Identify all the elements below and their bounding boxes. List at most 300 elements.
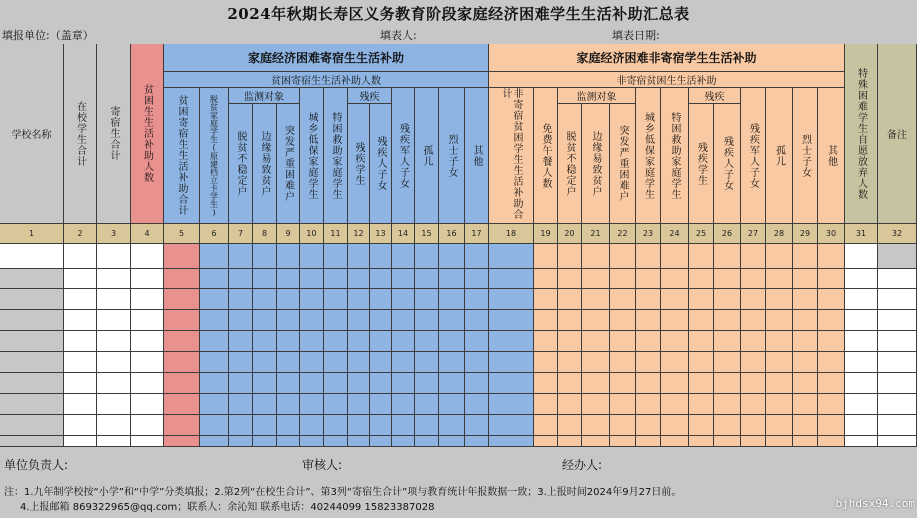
table-cell: [131, 436, 164, 447]
column-number: [878, 224, 917, 244]
header-n-sudden: [610, 104, 636, 224]
table-cell: [200, 289, 229, 310]
table-cell: [534, 352, 558, 373]
table-cell: [636, 373, 661, 394]
table-cell: [465, 244, 489, 269]
table-cell: [439, 289, 465, 310]
table-cell: [415, 331, 439, 352]
table-cell: [489, 331, 534, 352]
column-number: [348, 224, 370, 244]
table-cell: [200, 352, 229, 373]
table-cell: [415, 394, 439, 415]
column-number-label: 22: [617, 229, 628, 238]
table-cell: [392, 310, 415, 331]
table-cell: [558, 394, 582, 415]
column-number: [636, 224, 661, 244]
table-cell: [489, 352, 534, 373]
column-number-label: 1: [28, 229, 35, 238]
table-cell: [348, 373, 370, 394]
table-cell: [661, 289, 689, 310]
table-cell: [636, 331, 661, 352]
table-cell: [200, 415, 229, 436]
table-cell: [793, 415, 818, 436]
table-cell: [439, 352, 465, 373]
header-b-sudden-label: 突发严重困难户: [282, 125, 294, 202]
table-cell: [131, 415, 164, 436]
table-cell: [582, 310, 610, 331]
header-b-dibao-label: 城乡低保家庭学生: [306, 111, 317, 200]
table-cell: [793, 269, 818, 289]
table-cell: [741, 373, 766, 394]
table-cell: [818, 415, 845, 436]
column-number-label: 8: [261, 229, 268, 238]
table-cell: [439, 394, 465, 415]
table-cell: [636, 394, 661, 415]
table-cell: [439, 436, 465, 447]
table-cell: [370, 352, 392, 373]
table-cell: [229, 310, 253, 331]
table-cell: [465, 373, 489, 394]
table-cell: [348, 244, 370, 269]
table-cell: [689, 310, 714, 331]
table-cell: [766, 415, 793, 436]
table-cell: [64, 269, 97, 289]
table-cell: [277, 394, 300, 415]
column-number: [0, 224, 64, 244]
table-cell: [489, 289, 534, 310]
column-number-label: 11: [330, 229, 341, 238]
table-cell: [97, 373, 131, 394]
table-cell: [348, 289, 370, 310]
table-cell: [131, 289, 164, 310]
header-b-soldier: [392, 88, 415, 224]
table-cell: [558, 244, 582, 269]
column-number: [793, 224, 818, 244]
table-cell: [348, 269, 370, 289]
table-cell: [300, 331, 324, 352]
group-n-disabled-label: 残疾: [704, 92, 725, 103]
table-cell: [277, 436, 300, 447]
table-cell: [164, 289, 200, 310]
column-number-label: 21: [590, 229, 601, 238]
table-cell: [415, 352, 439, 373]
table-cell: [164, 373, 200, 394]
header-b-support-label: 特困救助家庭学生: [330, 111, 341, 200]
table-cell: [392, 331, 415, 352]
header-n-dibao: [636, 88, 661, 224]
header-enrolled: [64, 44, 97, 224]
table-cell: [766, 436, 793, 447]
table-cell: [392, 394, 415, 415]
header-n-total-label: 非寄宿贫困学生生活补助合计: [500, 88, 522, 220]
table-cell: [818, 244, 845, 269]
column-number-label: 19: [540, 229, 551, 238]
table-cell: [277, 331, 300, 352]
table-cell: [534, 269, 558, 289]
header-n-unstable: [558, 104, 582, 224]
table-cell: [661, 394, 689, 415]
header-special-waiver: [845, 44, 878, 224]
table-cell: [845, 352, 878, 373]
column-number-label: 12: [353, 229, 364, 238]
table-cell: [582, 436, 610, 447]
table-cell: [878, 310, 917, 331]
table-cell: [661, 436, 689, 447]
column-number-label: 28: [773, 229, 785, 238]
table-cell: [0, 244, 64, 269]
table-cell: [558, 269, 582, 289]
column-number: [415, 224, 439, 244]
column-number-label: 16: [446, 229, 457, 238]
table-cell: [714, 436, 741, 447]
table-cell: [661, 331, 689, 352]
column-number-label: 27: [747, 229, 759, 238]
table-cell: [131, 394, 164, 415]
table-cell: [465, 289, 489, 310]
table-cell: [793, 436, 818, 447]
header-b-unstable: [229, 104, 253, 224]
watermark: bjhdsx94.com: [835, 497, 915, 510]
table-cell: [689, 244, 714, 269]
table-cell: [0, 436, 64, 447]
table-cell: [845, 289, 878, 310]
table-cell: [131, 244, 164, 269]
header-b-unstable-label: 脱贫不稳定户: [235, 130, 246, 197]
table-cell: [582, 373, 610, 394]
table-cell: [97, 352, 131, 373]
column-number-label: 10: [306, 229, 317, 238]
column-number: [534, 224, 558, 244]
table-cell: [582, 331, 610, 352]
table-cell: [793, 352, 818, 373]
table-cell: [97, 415, 131, 436]
table-cell: [534, 415, 558, 436]
column-number-label: 20: [564, 229, 575, 238]
column-number-label: 15: [421, 229, 432, 238]
header-n-disabled-student: [689, 104, 714, 224]
table-cell: [845, 436, 878, 447]
table-cell: [845, 415, 878, 436]
reviewer-signature: 审核人:: [302, 458, 343, 472]
table-cell: [439, 269, 465, 289]
header-b-total: [164, 88, 200, 224]
table-cell: [131, 331, 164, 352]
table-cell: [348, 436, 370, 447]
table-cell: [164, 394, 200, 415]
column-number: [741, 224, 766, 244]
header-n-martyr-label: 烈士子女: [799, 133, 811, 178]
table-cell: [534, 289, 558, 310]
table-cell: [714, 244, 741, 269]
table-cell: [534, 394, 558, 415]
table-cell: [229, 415, 253, 436]
table-cell: [370, 436, 392, 447]
table-cell: [229, 269, 253, 289]
header-b-other: [465, 88, 489, 224]
handler-signature: 经办人:: [562, 458, 603, 472]
table-cell: [324, 269, 348, 289]
header-n-sudden-label: 突发严重困难户: [617, 125, 628, 202]
table-cell: [766, 269, 793, 289]
header-n-orphan-label: 孤儿: [773, 144, 785, 167]
table-cell: [714, 310, 741, 331]
table-cell: [0, 415, 64, 436]
table-cell: [818, 352, 845, 373]
header-n-other-label: 其他: [825, 144, 837, 167]
header-b-orphan-label: 孤儿: [421, 144, 432, 167]
table-cell: [766, 373, 793, 394]
table-cell: [610, 373, 636, 394]
table-cell: [164, 331, 200, 352]
header-n-edge: [582, 104, 610, 224]
table-cell: [277, 415, 300, 436]
header-n-soldier: [741, 88, 766, 224]
table-cell: [392, 352, 415, 373]
table-cell: [489, 310, 534, 331]
table-cell: [878, 394, 917, 415]
table-cell: [714, 269, 741, 289]
table-cell: [489, 244, 534, 269]
table-cell: [439, 373, 465, 394]
table-cell: [0, 373, 64, 394]
table-cell: [714, 352, 741, 373]
header-n-total: [489, 88, 534, 224]
header-n-free-lunch: [534, 88, 558, 224]
group-nonboarding-sub-label: 非寄宿贫困生生活补助: [616, 76, 717, 87]
head-signature: 单位负责人:: [4, 458, 69, 472]
group-boarding-label: 家庭经济困难寄宿生生活补助: [247, 51, 404, 65]
header-b-martyr-label: 烈士子女: [446, 133, 457, 178]
header-boarders-label: 寄宿生合计: [108, 106, 119, 161]
header-poor-count: [131, 44, 164, 224]
column-number-label: 6: [211, 229, 217, 238]
table-cell: [793, 244, 818, 269]
table-cell: [610, 436, 636, 447]
table-cell: [610, 310, 636, 331]
table-cell: [534, 436, 558, 447]
header-b-total-label: 贫困寄宿生生活补助合计: [176, 95, 187, 216]
header-b-orphan: [415, 88, 439, 224]
header-n-disabled-child: [714, 104, 741, 224]
table-cell: [164, 269, 200, 289]
table-cell: [489, 415, 534, 436]
table-cell: [793, 331, 818, 352]
table-cell: [164, 244, 200, 269]
table-cell: [415, 269, 439, 289]
date-label: 填表日期:: [612, 29, 660, 42]
table-cell: [741, 244, 766, 269]
table-cell: [714, 415, 741, 436]
table-cell: [610, 244, 636, 269]
column-number-label: 9: [285, 229, 291, 238]
column-number-label: 31: [855, 229, 867, 238]
table-cell: [489, 394, 534, 415]
table-cell: [370, 289, 392, 310]
table-cell: [610, 289, 636, 310]
table-cell: [64, 289, 97, 310]
table-cell: [348, 352, 370, 373]
table-cell: [741, 352, 766, 373]
group-b-monitor-label: 监测对象: [244, 92, 284, 103]
table-cell: [818, 373, 845, 394]
table-cell: [818, 310, 845, 331]
header-boarders: [97, 44, 131, 224]
header-enrolled-label: 在校学生合计: [74, 100, 86, 167]
column-number: [610, 224, 636, 244]
table-cell: [277, 289, 300, 310]
table-cell: [439, 331, 465, 352]
table-cell: [610, 331, 636, 352]
header-b-sudden: [277, 104, 300, 224]
table-cell: [164, 310, 200, 331]
table-cell: [766, 310, 793, 331]
table-cell: [845, 394, 878, 415]
table-cell: [253, 269, 277, 289]
header-b-soldier-label: 残疾军人子女: [397, 122, 409, 189]
table-cell: [582, 269, 610, 289]
table-cell: [689, 331, 714, 352]
column-number: [300, 224, 324, 244]
table-cell: [348, 310, 370, 331]
table-cell: [131, 352, 164, 373]
table-cell: [200, 244, 229, 269]
header-n-dibao-label: 城乡低保家庭学生: [642, 111, 654, 200]
table-cell: [582, 394, 610, 415]
unit-label: 填报单位:（盖章）: [2, 29, 94, 42]
table-cell: [0, 331, 64, 352]
table-cell: [582, 352, 610, 373]
table-cell: [741, 331, 766, 352]
table-cell: [636, 289, 661, 310]
column-number-label: 2: [77, 229, 83, 238]
column-number-label: 17: [471, 229, 482, 238]
table-cell: [689, 373, 714, 394]
header-special-waiver-label: 特殊困难学生自愿放弃人数: [855, 67, 867, 200]
header-b-edge-label: 边缘易致贫户: [259, 130, 270, 197]
table-cell: [97, 289, 131, 310]
table-cell: [370, 244, 392, 269]
header-b-disabled-student-label: 残疾学生: [353, 141, 364, 186]
table-cell: [253, 289, 277, 310]
table-cell: [164, 415, 200, 436]
table-cell: [465, 394, 489, 415]
table-cell: [582, 289, 610, 310]
table-cell: [636, 244, 661, 269]
group-nonboarding: [489, 44, 845, 72]
table-cell: [324, 373, 348, 394]
table-cell: [689, 352, 714, 373]
table-cell: [845, 310, 878, 331]
table-cell: [64, 436, 97, 447]
header-b-disabled-student: [348, 104, 370, 224]
group-boarding-sub: [164, 72, 489, 88]
column-number: [324, 224, 348, 244]
table-cell: [370, 310, 392, 331]
column-number: [582, 224, 610, 244]
column-number-label: 14: [397, 229, 409, 238]
table-cell: [324, 289, 348, 310]
table-cell: [465, 331, 489, 352]
table-cell: [300, 373, 324, 394]
column-number: [766, 224, 793, 244]
table-cell: [253, 415, 277, 436]
header-n-edge-label: 边缘易致贫户: [590, 130, 601, 197]
table-cell: [348, 415, 370, 436]
table-cell: [324, 415, 348, 436]
table-cell: [558, 415, 582, 436]
table-cell: [793, 373, 818, 394]
table-cell: [689, 436, 714, 447]
table-cell: [610, 269, 636, 289]
table-cell: [164, 436, 200, 447]
table-cell: [415, 436, 439, 447]
table-cell: [878, 289, 917, 310]
table-cell: [277, 310, 300, 331]
table-cell: [324, 352, 348, 373]
table-cell: [689, 289, 714, 310]
table-cell: [253, 244, 277, 269]
header-n-support-label: 特困救助家庭学生: [669, 111, 680, 200]
header-b-support: [324, 88, 348, 224]
table-cell: [793, 310, 818, 331]
table-cell: [64, 352, 97, 373]
table-cell: [689, 394, 714, 415]
table-cell: [392, 415, 415, 436]
table-cell: [741, 436, 766, 447]
header-school-label: 学校名称: [11, 130, 52, 141]
table-cell: [661, 244, 689, 269]
table-cell: [878, 352, 917, 373]
table-cell: [253, 310, 277, 331]
table-cell: [878, 244, 917, 269]
column-number-label: 25: [695, 229, 707, 238]
table-cell: [465, 269, 489, 289]
table-cell: [97, 394, 131, 415]
table-cell: [392, 436, 415, 447]
table-cell: [324, 310, 348, 331]
table-cell: [97, 310, 131, 331]
group-n-monitor-label: 监测对象: [576, 92, 617, 103]
table-cell: [661, 415, 689, 436]
table-cell: [64, 310, 97, 331]
table-cell: [0, 289, 64, 310]
filler-label: 填表人:: [380, 29, 417, 42]
header-n-disabled-student-label: 残疾学生: [695, 141, 707, 186]
header-n-unstable-label: 脱贫不稳定户: [564, 130, 575, 197]
note-line-1: 注：1.九年制学校按“小学”和“中学”分类填报；2.第2列“在校生合计”、第3列“寄宿生合计”项与教育统计年报数据一致；3.上报时间2024年9月27日前。: [4, 487, 682, 498]
table-cell: [370, 331, 392, 352]
table-cell: [97, 269, 131, 289]
table-cell: [324, 436, 348, 447]
table-cell: [164, 352, 200, 373]
table-cell: [300, 269, 324, 289]
header-b-disabled-child: [370, 104, 392, 224]
table-cell: [415, 373, 439, 394]
table-cell: [324, 244, 348, 269]
column-number-label: 7: [237, 229, 244, 238]
table-cell: [636, 436, 661, 447]
column-number-label: 30: [825, 229, 837, 238]
table-cell: [818, 289, 845, 310]
column-number: [164, 224, 200, 244]
table-cell: [845, 244, 878, 269]
table-cell: [489, 436, 534, 447]
table-cell: [277, 244, 300, 269]
header-n-soldier-label: 残疾军人子女: [747, 122, 759, 189]
header-b-dibao: [300, 88, 324, 224]
table-cell: [661, 269, 689, 289]
table-cell: [415, 289, 439, 310]
